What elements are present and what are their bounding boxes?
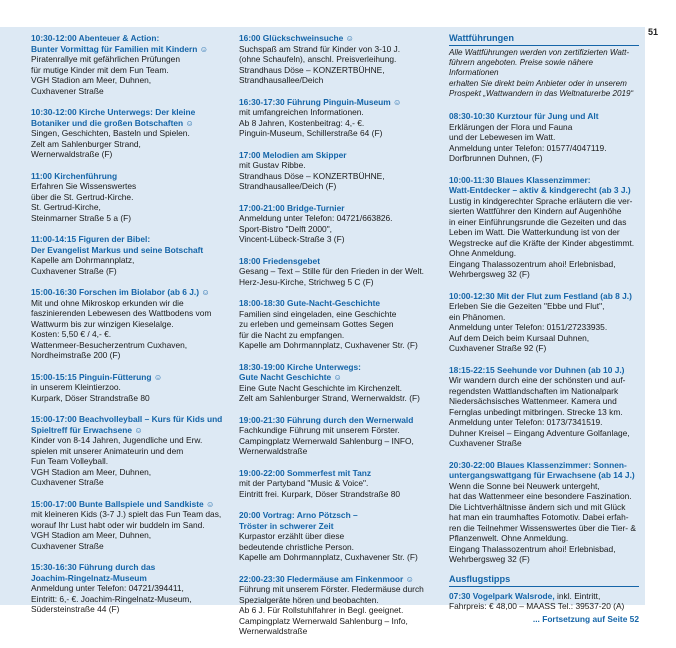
event-item	[449, 291, 639, 354]
wattfuehrungen-events	[449, 111, 639, 565]
event-details: Gesang – Text – Stille für den Frieden in der Welt. Herz-Jesu-Kirche, Strichweg 5 C (F)	[239, 266, 424, 287]
event-title: 15:30-16:30 Führung durch das Joachim-Ringelnatz-Museum	[31, 562, 156, 583]
column-2	[239, 33, 439, 648]
event-details: Kurpastor erzählt über diese bedeutende christliche Person. Kapelle am Dohrmannplatz, Cuxhavener Str. (F)	[239, 531, 418, 562]
event-item	[239, 33, 439, 86]
event-item	[239, 362, 439, 404]
event-item	[239, 150, 439, 192]
section-heading-ausflugstipps: Ausflugstipps	[449, 574, 639, 587]
event-item	[239, 203, 439, 245]
event-item	[31, 107, 227, 160]
event-details: Mit und ohne Mikroskop erkunden wir die faszinierenden Lebewesen des Wattbodens vom Wattwurm bis zur winzigen Kieselalge. Kosten: 5,50 € / 4,- €. Wattenmeer-Besucherzentrum Cuxhaven, Nordheimstraße 200 (F)	[31, 297, 212, 360]
event-item	[239, 510, 439, 563]
event-details: Kapelle am Dohrmannplatz, Cuxhavener Straße (F)	[31, 255, 135, 276]
event-details: Fahrpreis: € 48,00 – MAASS Tel.: 39537-20 (A)	[449, 601, 625, 612]
event-details: Eine Gute Nacht Geschichte im Kirchenzelt. Zelt am Sahlenburger Strand, Wernerwaldstr. (F)	[239, 382, 420, 403]
event-item	[31, 33, 227, 96]
event-title: 16:00 Glückschweinsuche ☺	[239, 33, 355, 43]
event-title: 18:00 Friedensgebet	[239, 255, 320, 266]
continuation-note: ... Fortsetzung auf Seite 52	[532, 613, 639, 624]
event-title: 18:30-19:00 Kirche Unterwegs: Gute Nacht Geschichte ☺	[239, 361, 361, 382]
event-details: mit umfangreichen Informationen. Ab 8 Jahren, Kostenbeitrag: 4,- €. Pinguin-Museum, Schillerstraße 64 (F)	[239, 107, 383, 138]
event-item	[449, 175, 639, 280]
event-item	[31, 414, 227, 488]
event-details: in unserem Kleintierzoo. Kurpark, Döser Strandstraße 80	[31, 382, 150, 403]
event-title: 10:00-12:30 Mit der Flut zum Festland (ab 8 J.)	[449, 290, 632, 301]
event-item	[239, 97, 439, 139]
event-details: mit Gustav Ribbe. Strandhaus Döse – KONZERTBÜHNE, Strandhausallee/Deich (F)	[239, 160, 385, 191]
event-details: Führung mit unserem Förster. Fledermäuse durch Spezialgeräte hören und beobachten. Ab 6 J. Für Rollstuhlfahrer in Begl. geeignet. Campingplatz Wernerwald Sahlenburg – Info, Wernerwaldstraße	[239, 584, 424, 636]
event-item	[31, 562, 227, 615]
event-details: Fachkundige Führung mit unserem Förster. Campingplatz Wernerwald Sahlenburg – INFO, Wernerwaldstraße	[239, 425, 414, 456]
event-details: Kinder von 8-14 Jahren, Jugendliche und Erw. spielen mit unserer Animateurin und dem Fun Team Volleyball. VGH Stadion am Meer, Duhnen, Cuxhavener Straße	[31, 435, 203, 487]
event-item	[31, 372, 227, 404]
event-details: Erleben Sie die Gezeiten "Ebbe und Flut", ein Phänomen. Anmeldung unter Telefon: 0151/27233935. Auf dem Deich beim Kursaal Duhnen, Cuxhavener Straße 92 (F)	[449, 301, 608, 354]
event-title: 18:00-18:30 Gute-Nacht-Geschichte	[239, 298, 381, 308]
event-details: Suchspaß am Strand für Kinder von 3-10 J. (ohne Schaufeln), anschl. Preisverleihung. Strandhaus Döse – KONZERTBÜHNE, Strandhausallee/Deich	[239, 43, 401, 85]
event-item	[239, 415, 439, 457]
event-item	[31, 171, 227, 224]
event-title: 10:30-12:00 Kirche Unterwegs: Der kleine Botaniker und die großen Botschaften ☺	[31, 107, 196, 128]
event-details: Erklärungen der Flora und Fauna und der Lebewesen im Watt. Anmeldung unter Telefon: 01577/4047119. Dorfbrunnen Duhnen, (F)	[449, 121, 607, 164]
event-title: 18:15-22:15 Seehunde vor Duhnen (ab 10 J.)	[449, 364, 625, 375]
event-details: Piratenrallye mit gefährlichen Prüfungen für mutige Kinder mit dem Fun Team. VGH Stadion am Meer, Duhnen, Cuxhavener Straße	[31, 54, 180, 96]
event-item	[31, 499, 227, 552]
event-item	[31, 287, 227, 361]
event-title: 15:00-17:00 Bunte Ballspiele und Sandkiste ☺	[31, 498, 215, 509]
column-3	[449, 33, 639, 624]
event-title: 17:00-21:00 Bridge-Turnier	[239, 202, 345, 213]
event-item	[239, 298, 439, 351]
event-details: Singen, Geschichten, Basteln und Spielen. Zelt am Sahlenburger Strand, Wernerwaldstraße (F)	[31, 128, 190, 159]
event-title: 07:30 Vogelpark Walsrode, inkl. Eintritt,	[449, 590, 601, 601]
event-title: 22:00-23:30 Fledermäuse am Finkenmoor ☺	[239, 573, 415, 584]
event-details: Lustig in kindgerechter Sprache erläutern die ver- sierten Wattführer den Kindern auf Augenhöhe in einer Einführungsrunde die Gezeiten und das Leben im Watt. Die Watterkundung ist von der Wegstrecke auf die Kräfte der Kinder abgestimmt. Ohne Anmeldung. Eingang Thalassozentrum ahoi! Erlebnisbad, Wehrbergsweg 32 (F)	[449, 195, 635, 280]
event-item	[239, 468, 439, 500]
event-title: 15:00-16:30 Forschen im Biolabor (ab 6 J.) ☺	[31, 287, 210, 297]
column-1	[31, 33, 227, 626]
event-title: 20:30-22:00 Blaues Klassenzimmer: Sonnen- untergangswattgang für Erwachsene (ab 14 J.)	[449, 459, 635, 481]
event-title: 20:00 Vortrag: Arno Pötzsch – Tröster in schwerer Zeit	[239, 510, 358, 531]
event-item	[31, 234, 227, 276]
event-item	[449, 111, 639, 164]
event-details: Erfahren Sie Wissenswertes über die St. Gertrud-Kirche. St. Gertrud-Kirche, Steinmarner Straße 5 a (F)	[31, 181, 137, 223]
event-details: Anmeldung unter Telefon: 04721/663826. Sport-Bistro "Delft 2000", Vincent-Lübeck-Straße 3 (F)	[239, 213, 393, 244]
event-details: Familien sind eingeladen, eine Geschichte zu erleben und gemeinsam Gottes Segen für die Nacht zu empfangen. Kapelle am Dohrmannplatz, Cuxhavener Str. (F)	[239, 308, 418, 350]
event-title: 19:00-22:00 Sommerfest mit Tanz	[239, 467, 372, 478]
event-title: 11:00 Kirchenführung	[31, 170, 118, 181]
event-details: Wir wandern durch eine der schönsten und auf- regendsten Wattlandschaften im Nationalpark Niedersächsisches Wattenmeer. Kamera und Fernglas unbedingt mitbringen. Strecke 13 km. Anmeldung unter Telefon: 0173/7341519. Duhner Kreisel – Eingang Adventure Golfanlage, Cuxhavener Straße	[449, 375, 630, 449]
event-details: mit kleineren Kids (3-7 J.) spielt das Fun Team das, worauf Ihr Lust habt oder wir buddeln im Sand. VGH Stadion am Meer, Duhnen, Cuxhavener Straße	[31, 509, 222, 551]
event-details: Anmeldung unter Telefon: 04721/394411, Eintritt: 6,- €. Joachim-Ringelnatz-Museum, Südersteinstraße 44 (F)	[31, 583, 192, 614]
event-title: 15:00-15:15 Pinguin-Fütterung ☺	[31, 371, 163, 382]
event-title: 16:30-17:30 Führung Pinguin-Museum ☺	[239, 96, 402, 107]
page-number: 51	[648, 27, 659, 37]
event-item	[239, 574, 439, 637]
event-title: 08:30-10:30 Kurztour für Jung und Alt	[449, 111, 599, 122]
event-item	[239, 256, 439, 288]
event-title: 19:00-21:30 Führung durch den Wernerwald	[239, 414, 414, 425]
event-title: 10:30-12:00 Abenteuer & Action: Bunter Vormittag für Familien mit Kindern ☺	[31, 33, 209, 54]
event-title: 11:00-14:15 Figuren der Bibel: Der Evangelist Markus und seine Botschaft	[31, 234, 204, 255]
event-title: 10:00-11:30 Blaues Klassenzimmer: Watt-Entdecker – aktiv & kindgerecht (ab 3 J.)	[449, 174, 631, 196]
event-details: mit der Partyband "Music & Voice". Eintritt frei. Kurpark, Döser Strandstraße 80	[239, 478, 401, 499]
event-item	[449, 591, 639, 612]
event-title: 15:00-17:00 Beachvolleyball – Kurs für Kids und Spieltreff für Erwachsene ☺	[31, 414, 223, 435]
event-details: Wenn die Sonne bei Neuwerk untergeht, hat das Wattenmeer eine besondere Faszination. Die Lichtverhältnisse ändern sich und mit Glück hat man ein traumhaftes Fotomotiv. Dabei erfah- ren die Teilnehmer Wissenswertes über die Tier- & Pflanzenwelt. Ohne Anmeldung. Eingang Thalassozentrum ahoi! Erlebnisbad, Wehrbergsweg 32 (F)	[449, 480, 636, 565]
section-intro: Alle Wattführungen werden von zertifizierten Watt- führern angeboten. Preise sowie nähere Informationen erhalten Sie direkt beim Anbieter oder in unserem Prospekt „Wattwandern in das Weltnaturerbe 2019“	[449, 48, 634, 98]
event-title: 17:00 Melodien am Skipper	[239, 149, 347, 160]
section-heading-wattfuehrungen: Wattführungen	[449, 33, 639, 46]
event-item	[449, 365, 639, 449]
event-item	[449, 460, 639, 565]
